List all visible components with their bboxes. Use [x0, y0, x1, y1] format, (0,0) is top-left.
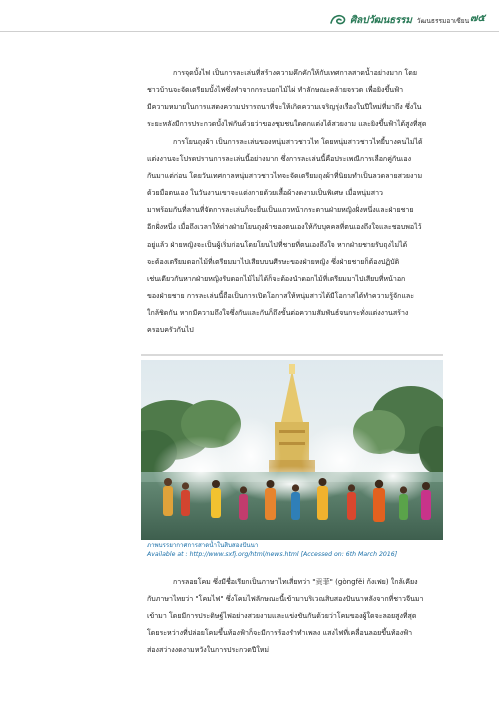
text-line: การจุดบั้งไฟ เป็นการละเล่นที่สร้างความคึกคักให้กับเทศกาลสาดน้ำอย่างมาก โดย: [173, 68, 417, 77]
paragraph-rocket-festival: [147, 64, 437, 132]
swirl-icon: [329, 13, 347, 27]
text-line: ของฝ่ายชาย การละเล่นนี้ถือเป็นการเปิดโอกาสให้หนุ่มสาวได้มีโอกาสได้ทำความรู้จักและ: [147, 290, 415, 300]
paragraph-bag-toss: [147, 133, 437, 338]
brand-logo: [329, 12, 469, 28]
caption-source: Available at : http://www.sxfj.org/html/news.html [Accessed on: 6th March 2016]: [147, 550, 398, 558]
text-line: โดยระหว่างที่ปล่อยโคมขึ้นท้องฟ้าก็จะมีการร้องรำทำเพลง แสงไฟที่เคลื่อนลอยขึ้นท้องฟ้า: [147, 628, 413, 638]
text-line: มาพร้อมกันที่ลานที่จัดการละเล่นก็จะยืนเป็นแถวหน้ากระดานฝ่ายหญิงฝั่งหนึ่งและฝ่ายชาย: [147, 205, 414, 215]
text-line: กันมาแต่ก่อน โดยวันเทศกาลหนุ่มสาวชาวไทจะจัดเตรียมถุงผ้าที่นิยมทำเป็นลวดลายสวยงาม: [147, 171, 423, 181]
text-line: อยู่แล้ว ฝ่ายหญิงจะเป็นผู้เริ่มก่อนโดยโยนไปที่ชายที่ตนเองถึงใจ หากฝ่ายชายรับถุงไม่ได้: [147, 239, 408, 249]
brand-title: ศิลปวัฒนธรรม: [350, 14, 412, 26]
caption-title: ภาพบรรยากาศการสาดน้ำในสิบสองปันนา: [147, 542, 259, 549]
header-divider: [0, 31, 499, 32]
text-line: ครอบครัวกันไป: [147, 325, 194, 335]
text-line: แต่งงานจะโปรดปรานการละเล่นนี้อย่างมาก ซึ่งการละเล่นนี้คือประเพณีการเลือกคู่กันเอง: [147, 154, 412, 164]
text-line: กับภาษาไทยว่า "โคมไฟ" ซึ่งโคมไฟลักษณะนี้เข้ามาบริเวณสิบสองปันนาหลังจากที่ชาวจีนมา: [147, 594, 424, 604]
text-line: เช่นเดียวกันหากฝ่ายหญิงรับดอกไม้ไม่ได้ก็จะต้องนำดอกไม้ที่เตรียมมาไปเสียบที่หน้าอก: [147, 273, 406, 283]
text-line: เข้ามา โดยมีการประดิษฐ์ไฟอย่างสวยงามและแข่งขันกันด้วยว่าโคมของผู้ใดจะลอยสูงที่สุด: [147, 611, 417, 621]
text-line: ใกล้ชิดกัน หากมีความถึงใจซึ่งกันและกันก็ถึงขั้นต่อความสัมพันธ์จนกระทั่งแต่งงานสร้าง: [147, 307, 409, 317]
text-line: อีกฝั่งหนึ่ง เมื่อถึงเวลาให้ต่างฝ่ายโยนถุงผ้าของตนเองให้กับบุคคลที่ตนเองถึงใจและชอบพอไว้: [147, 222, 422, 232]
water-festival-photo: [141, 360, 443, 540]
text-line: มีความหมายในการแสดงความปรารถนาที่จะให้เกิดความเจริญรุ่งเรืองในปีใหม่ที่มาถึง ซึ่งใน: [147, 102, 422, 112]
text-line: ด้วยมือตนเอง ในวันงานเขาจะแต่งกายด้วยเสื้อผ้างดงามเป็นพิเศษ เมื่อหนุ่มสาว: [147, 188, 383, 198]
text-line: จะต้องเตรียมดอกไม้ที่เตรียมมาไปเสียบบนศีรษะของฝ่ายหญิง ซึ่งฝ่ายชายก็ต้องปฏิบัติ: [147, 256, 400, 266]
figure: [141, 354, 443, 569]
figure-caption: [147, 542, 397, 559]
text-line: ชาวบ้านจะจัดเตรียมบั้งไฟซึ่งทำจากกระบอกไม้ไผ่ ทำลักษณะคล้ายจรวด เพื่อยิงขึ้นฟ้า: [147, 85, 404, 95]
text-line: ระยะหลังมีการประกวดบั้งไฟกันด้วยว่าของชุมชนใดตกแต่งได้สวยงาม และยิงขึ้นฟ้าได้สูงที่สุด: [147, 119, 427, 129]
paragraph-lantern: [147, 573, 437, 658]
brand-subtitle: วัฒนธรรมอาเซียน: [416, 16, 470, 25]
text-line: ส่องสว่างงดงามหวังในการประกวดปีใหม่: [147, 645, 270, 655]
text-line: การลอยโคม ซึ่งมีชื่อเรียกเป็นภาษาไทเสี่ยทว่า "贡菲" (gòngfěi ก้งเฟย) ใกล้เคียง: [173, 577, 418, 586]
page-header: [0, 0, 499, 40]
text-line: การโยนถุงผ้า เป็นการละเล่นของหนุ่มสาวชาวไท โดยหนุ่มสาวชาวไทยี้บางคนไม่ได้: [173, 137, 423, 146]
page-number: ๗๕: [470, 13, 486, 24]
